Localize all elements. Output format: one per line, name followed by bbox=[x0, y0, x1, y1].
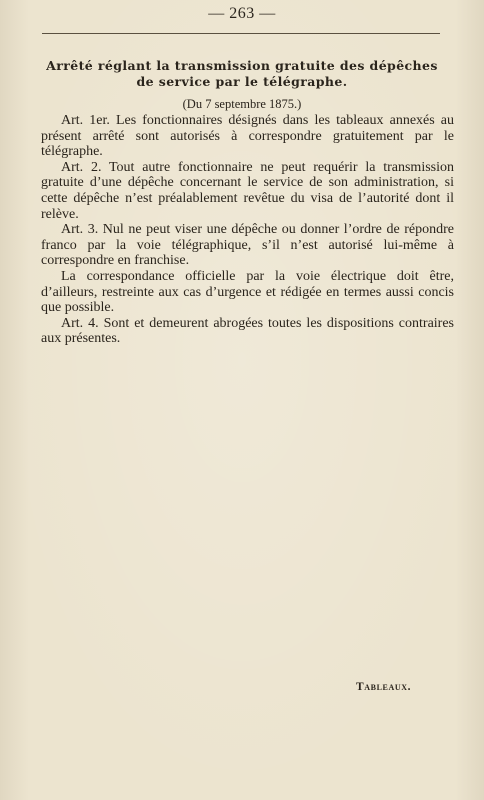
page-number: — 263 — bbox=[208, 5, 276, 22]
article-1-paragraph: Art. 1er. Les fonctionnaires désignés dans les tableaux annexés au présent arrêté sont autorisés à correspondre gratuitement par le télégraphe. bbox=[41, 113, 454, 160]
official-correspondence-paragraph: La correspondance officielle par la voie électrique doit être, d’ailleurs, restreinte aux cas d’urgence et rédigée en termes aussi concis que possible. bbox=[41, 268, 454, 316]
decree-title bbox=[30, 58, 454, 90]
decree-body bbox=[41, 113, 454, 347]
decree-date: (Du 7 septembre 1875.) bbox=[182, 97, 302, 111]
catchword-tableaux: Tableaux. bbox=[356, 681, 412, 693]
article-3-paragraph: Art. 3. Nul ne peut viser une dépêche ou donner l’ordre de répondre franco par la voie télégraphique, s’il n’est autorisé lui-même à correspondre en franchise. bbox=[41, 222, 454, 269]
title-line-1: Arrêté réglant la transmission gratuite des dépêches bbox=[46, 58, 438, 73]
header-rule bbox=[42, 33, 440, 34]
article-4-paragraph: Art. 4. Sont et demeurent abrogées toutes les dispositions contraires aux présentes. bbox=[41, 315, 454, 347]
article-2-paragraph: Art. 2. Tout autre fonctionnaire ne peut requérir la transmission gratuite d’une dépêche concernant le service de son administration, si cette dépêche n’est préalablement revêtue du visa de l’autorité dont il relève. bbox=[41, 159, 454, 222]
title-line-2: de service par le télégraphe. bbox=[136, 74, 348, 89]
